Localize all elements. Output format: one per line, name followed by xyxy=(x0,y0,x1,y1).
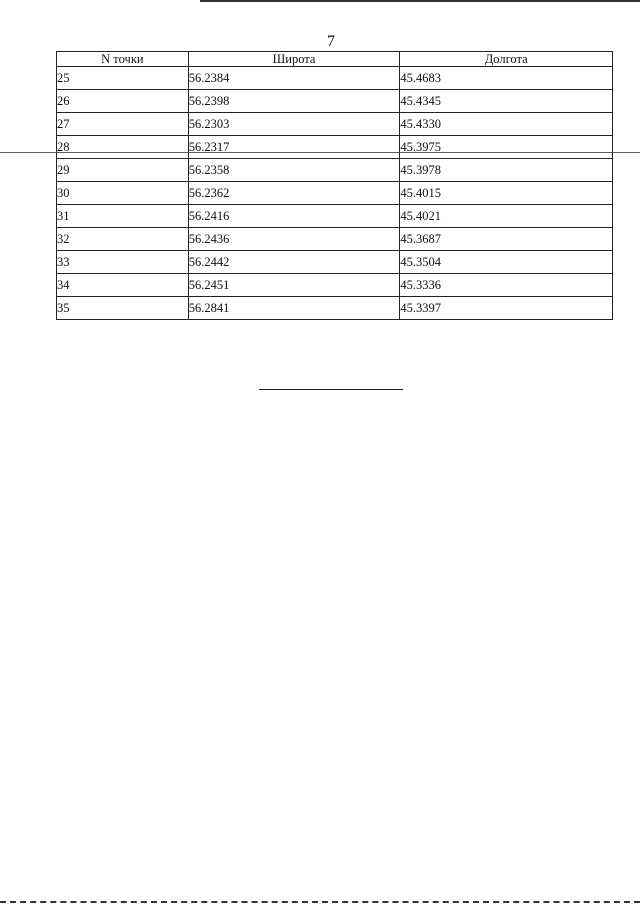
cell-longitude: 45.4330 xyxy=(400,113,613,136)
cell-latitude: 56.2841 xyxy=(188,297,400,320)
table-row xyxy=(57,113,613,136)
coordinates-table xyxy=(56,51,613,320)
cell-point-number: 30 xyxy=(57,182,189,205)
cell-longitude: 45.3687 xyxy=(400,228,613,251)
cell-longitude: 45.3504 xyxy=(400,251,613,274)
table-row xyxy=(57,159,613,182)
cell-latitude: 56.2362 xyxy=(188,182,400,205)
cell-latitude: 56.2436 xyxy=(188,228,400,251)
table-row xyxy=(57,274,613,297)
cell-point-number: 35 xyxy=(57,297,189,320)
table-row xyxy=(57,228,613,251)
table-row xyxy=(57,297,613,320)
scan-edge-top xyxy=(200,0,640,2)
cell-point-number: 32 xyxy=(57,228,189,251)
column-header-longitude: Долгота xyxy=(400,52,613,67)
cell-point-number: 25 xyxy=(57,67,189,90)
table-row xyxy=(57,182,613,205)
cell-longitude: 45.3975 xyxy=(400,136,613,159)
cell-longitude: 45.3397 xyxy=(400,297,613,320)
cell-point-number: 29 xyxy=(57,159,189,182)
cell-longitude: 45.3978 xyxy=(400,159,613,182)
cell-longitude: 45.4015 xyxy=(400,182,613,205)
cell-latitude: 56.2358 xyxy=(188,159,400,182)
cell-longitude: 45.4021 xyxy=(400,205,613,228)
cell-point-number: 33 xyxy=(57,251,189,274)
cell-point-number: 27 xyxy=(57,113,189,136)
table-row xyxy=(57,205,613,228)
table-row xyxy=(57,67,613,90)
cell-latitude: 56.2384 xyxy=(188,67,400,90)
cell-latitude: 56.2303 xyxy=(188,113,400,136)
cell-latitude: 56.2398 xyxy=(188,90,400,113)
cell-point-number: 34 xyxy=(57,274,189,297)
scan-artifact-line xyxy=(0,152,640,153)
table-row xyxy=(57,251,613,274)
cell-latitude: 56.2416 xyxy=(188,205,400,228)
cell-longitude: 45.4683 xyxy=(400,67,613,90)
column-header-latitude: Широта xyxy=(188,52,400,67)
cell-longitude: 45.3336 xyxy=(400,274,613,297)
cell-point-number: 28 xyxy=(57,136,189,159)
cell-point-number: 31 xyxy=(57,205,189,228)
cell-longitude: 45.4345 xyxy=(400,90,613,113)
cell-latitude: 56.2442 xyxy=(188,251,400,274)
table-row xyxy=(57,90,613,113)
cell-latitude: 56.2317 xyxy=(188,136,400,159)
column-header-point-number: N точки xyxy=(57,52,189,67)
page-number: 7 xyxy=(327,33,335,50)
table-header-row xyxy=(57,52,613,67)
cell-latitude: 56.2451 xyxy=(188,274,400,297)
cell-point-number: 26 xyxy=(57,90,189,113)
scan-edge-bottom xyxy=(0,901,640,903)
table-row xyxy=(57,136,613,159)
end-of-document-rule xyxy=(259,389,403,390)
